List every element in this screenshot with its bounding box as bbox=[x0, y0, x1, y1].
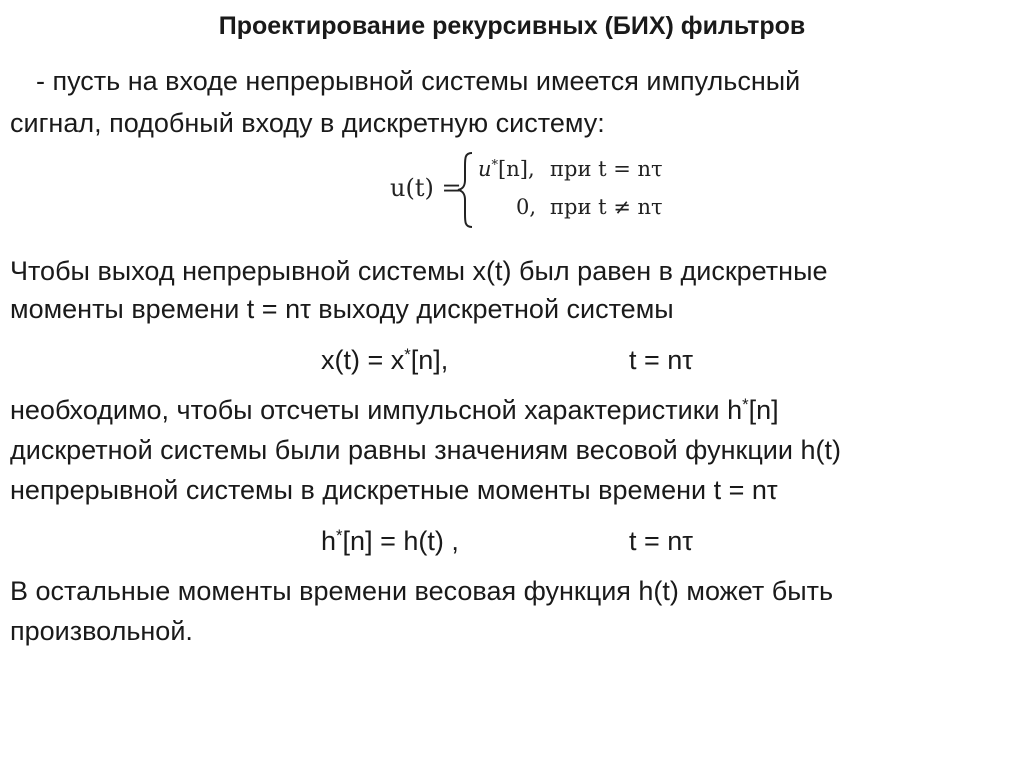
piecewise-formula bbox=[390, 150, 680, 230]
case-1-condition: при t = nτ bbox=[550, 157, 663, 181]
paragraph-3-line-2: дискретной системы были равны значениям весовой функции h(t) bbox=[10, 435, 841, 465]
piecewise-case-2 bbox=[516, 194, 663, 220]
formula-h-condition: t = nτ bbox=[629, 526, 693, 556]
paragraph-1-line-1: - пусть на входе непрерывной системы имеется импульсный bbox=[36, 66, 801, 96]
formula-x-condition: t = nτ bbox=[629, 345, 693, 375]
paragraph-2-line-1: Чтобы выход непрерывной системы x(t) был равен в дискретные bbox=[10, 256, 828, 286]
paragraph-1-line-2: сигнал, подобный входу в дискретную систему: bbox=[10, 108, 605, 138]
paragraph-3-line-1: необходимо, чтобы отсчеты импульсной характеристики h*[n] bbox=[10, 394, 779, 425]
formula-x-left: x(t) = x*[n], bbox=[321, 344, 449, 375]
left-brace-icon bbox=[456, 150, 476, 230]
formula-h-left: h*[n] = h(t) , bbox=[321, 525, 459, 556]
slide-title: Проектирование рекурсивных (БИХ) фильтров bbox=[218, 12, 806, 40]
case-2-value: 0, bbox=[516, 195, 537, 219]
paragraph-4-line-2: произвольной. bbox=[10, 616, 193, 646]
paragraph-2-line-2: моменты времени t = nτ выходу дискретной системы bbox=[10, 294, 674, 324]
case-1-value-base: u bbox=[478, 157, 492, 181]
case-2-condition: при t ≠ nτ bbox=[550, 195, 663, 219]
piecewise-lhs: u(t) = bbox=[390, 174, 462, 202]
case-1-value-tail: [n], bbox=[498, 157, 535, 181]
paragraph-4-line-1: В остальные моменты времени весовая функция h(t) может быть bbox=[10, 576, 834, 606]
piecewise-case-1 bbox=[478, 156, 663, 182]
paragraph-3-line-3: непрерывной системы в дискретные моменты времени t = nτ bbox=[10, 475, 778, 505]
case-1-value-sup: * bbox=[491, 157, 499, 173]
